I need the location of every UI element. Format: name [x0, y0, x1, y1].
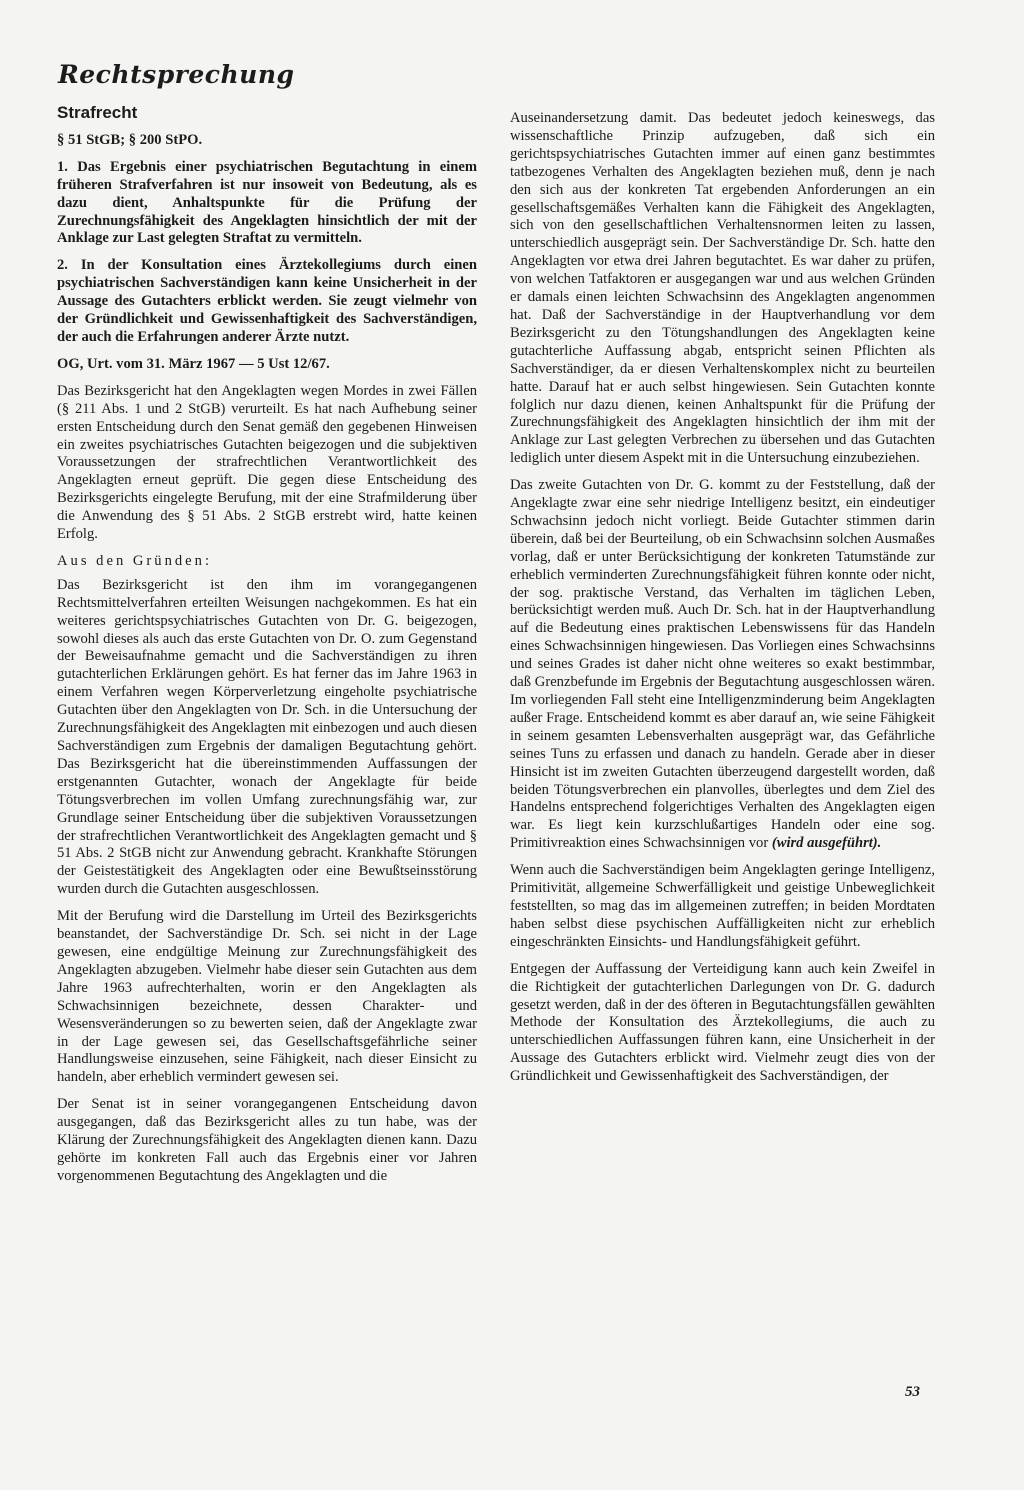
left-column — [57, 104, 477, 1195]
reasons-heading: Aus den Gründen: — [57, 552, 213, 569]
body-paragraph: Wenn auch die Sachverständigen beim Angeklagten geringe Intelligenz, Primitivität, allgemeine Schwerfälligkeit und geistige Unbeweglichkeit feststellten, so mag das im allgemeinen zutreffen; in beiden Mordtaten haben selbst diese psychischen Auffälligkeiten nicht zur erheblich eingeschränkten Einsichts- und Handlungsfähigkeit geführt. — [510, 862, 935, 950]
body-paragraph: Auseinandersetzung damit. Das bedeutet jedoch keineswegs, das wissenschaftliche Prinzip aufzugeben, daß sich ein gerichtspsychiatrisches Gutachten immer auf einen ganz bestimmtes tatbezogenes Verhalten des Angeklagten beziehen muß, denn je nach den sich aus der konkreten Tat ergebenden Anforderungen an ein gesellschaftsgemäßes Verhalten kann die Fähigkeit des Angeklagten, sich von den gesellschaftlichen Verhaltensnormen leiten zu lassen, unterschiedlich ausgeprägt sein. Der Sachverständige Dr. Sch. hatte den Angeklagten vor etwa drei Jahren begutachtet. Es war daher zu prüfen, von welchen Tatfaktoren er ausgegangen war und aus welchen Gründen er damals einen leichten Schwachsinn des Angeklagten angenommen hat. Daß der Sachverständige in der Hauptverhandlung vor dem Bezirksgericht zu den Tötungshandlungen des Angeklagten keine gutachterliche Auffassung abgab, entspricht seinen Pflichten als Sachverständiger, da er diesen Verhaltenskomplex nicht zu beurteilen hatte. Darauf hat er auch selbst hingewiesen. Sein Gutachten konnte folglich nur dazu dienen, keinen Anhaltspunkt für die Prüfung der Zurechnungsfähigkeit des Angeklagten hinsichtlich der ihm mit der Anklage zur Last gelegten Verbrechen zu übersehen und das Gutachten lediglich unter diesem Aspekt mit in die Untersuchung einzubeziehen. — [510, 110, 935, 467]
body-paragraph: Entgegen der Auffassung der Verteidigung kann auch kein Zweifel in die Richtigkeit der gutachterlichen Darlegungen von Dr. G. dadurch gesetzt werden, daß in der des öfteren in Begutachtungsfällen gewählten Methode der Konsultation des Ärztekollegiums, die auch zu unterschiedlichen Auffassungen führen kann, eine Unsicherheit in der Aussage des Gutachters erblickt wird. Vielmehr zeugt dies von der Gründlichkeit und Gewissenhaftigkeit des Sachverständigen, der — [510, 960, 935, 1085]
body-paragraph: Das Bezirksgericht ist den ihm im vorangegangenen Rechtsmittelverfahren erteilten Weisungen nachgekommen. Es hat ein weiteres gerichtspsychiatrisches Gutachten von Dr. G. beigezogen, sowohl dieses als auch das erste Gutachten von Dr. O. zum Gegenstand der Beweisaufnahme gemacht und die Sachverständigen zu ihren gutachterlichen Erklärungen gehört. Es hat ferner das im Jahre 1963 in einem Verfahren wegen Körperverletzung eingeholte psychiatrische Gutachten über den Angeklagten von Dr. Sch. in die Untersuchung der Zurechnungsfähigkeit des Angeklagten mit einbezogen und auch diesen Sachverständigen zum Ergebnis der damaligen Begutachtung gehört. Das Bezirksgericht hat die übereinstimmenden Auffassungen der erstgenannten Gutachter, wonach der Angeklagte für beide Tötungsverbrechen im vollen Umfang zurechnungsfähig war, zur Grundlage seiner Entscheidung über die subjektiven Voraussetzungen der strafrechtlichen Verantwortlichkeit des Angeklagten gemacht und § 51 Abs. 2 StGB nicht zur Anwendung gebracht. Krankhafte Störungen der Geistestätigkeit des Angeklagten oder eine Bewußtseinsstörung wurden durch die Gutachten ausgeschlossen. — [57, 576, 477, 898]
right-column — [510, 110, 935, 1095]
page-number: 53 — [905, 1384, 920, 1400]
omission-note: (wird ausgeführt). — [771, 835, 882, 852]
court-citation: OG, Urt. vom 31. März 1967 — 5 Ust 12/67. — [57, 355, 330, 372]
body-paragraph: Mit der Berufung wird die Darstellung im Urteil des Bezirksgerichts beanstandet, der Sachverständige Dr. Sch. sei nicht in der Lage gewesen, eine endgültige Meinung zur Zurechnungsfähigkeit des Angeklagten abzugeben. Vielmehr habe dieser sein Gutachten aus dem Jahre 1963 aufrechterhalten, worin er den Angeklagten als Schwachsinnigen bezeichnete, dessen Charakter- und Wesensveränderungen so zu bewerten seien, daß der Angeklagte zwar in der Lage gewesen sei, das Gesellschaftsgefährliche seiner Handlungsweise einzusehen, seine Fähigkeit, nach dieser Einsicht zu handeln, aber erheblich vermindert gewesen sei. — [57, 908, 477, 1086]
body-paragraph: Der Senat ist in seiner vorangegangenen Entscheidung davon ausgegangen, daß das Bezirksgericht alles zu tun habe, was der Klärung der Zurechnungsfähigkeit des Angeklagten dienen kann. Dazu gehörte im konkreten Fall auch das Ergebnis einer vor Jahren vorgenommenen Begutachtung des Angeklagten und die — [57, 1096, 477, 1184]
leitsatz-1: 1. Das Ergebnis einer psychiatrischen Begutachtung in einem früheren Strafverfahren ist nur insoweit von Bedeutung, als es dazu dient, Anhaltspunkte für die Prüfung der Zurechnungsfähigkeit des Angeklagten hinsichtlich der mit der Anklage zur Last gelegten Straftat zu vermitteln. — [57, 158, 477, 247]
paragraph-reference: § 51 StGB; § 200 StPO. — [57, 131, 203, 148]
leitsatz-2: 2. In der Konsultation eines Ärztekollegiums durch einen psychiatrischen Sachverständigen kann keine Unsicherheit in der Aussage des Gutachters erblickt werden. Sie zeugt vielmehr von der Gründlichkeit und Gewissenhaftigkeit des Sachverständigen, der auch die Erfahrungen anderer Ärzte nutzt. — [57, 257, 477, 345]
body-paragraph: Das Bezirksgericht hat den Angeklagten wegen Mordes in zwei Fällen (§ 211 Abs. 1 und 2 StGB) verurteilt. Es hat nach Aufhebung seiner ersten Entscheidung durch den Senat gemäß den gegebenen Hinweisen ein zweites psychiatrisches Gutachten beigezogen und die subjektiven Voraussetzungen der strafrechtlichen Verantwortlichkeit des Angeklagten erneut geprüft. Die gegen diese Entscheidung des Bezirksgerichts eingelegte Berufung, mit der eine Strafmilderung über die Anwendung des § 51 Abs. 2 StGB erstrebt wird, hatte keinen Erfolg. — [57, 382, 477, 543]
page-heading: Rechtsprechung — [58, 60, 295, 89]
body-text: Das zweite Gutachten von Dr. G. kommt zu der Feststellung, daß der Angeklagte zwar eine sehr niedrige Intelligenz besitzt, ein eindeutiger Schwachsinn jedoch nicht vorliegt. Beide Gutachter stimmen darin überein, daß bei der Beurteilung, ob ein Schwachsinn solchen Ausmaßes vorlag, daß er unter Berücksichtigung der konkreten Tatumstände zur erheblich verminderten Zurechnungsfähigkeit führen konnte oder nicht, der sog. praktische Verstand, das Verhalten im täglichen Leben, berücksichtigt werden muß. Auch Dr. Sch. hat in der Hauptverhandlung auf die Bedeutung eines praktischen Lebenswissens für das Handeln eines Schwachsinnigen hingewiesen. Das Vorliegen eines Schwachsinns und seines Grades ist daher nicht ohne weiteres so exakt bestimmbar, daß Grenzbefunde im Ergebnis der Begutachtung ausgeschlossen wären. Im vorliegenden Fall steht eine Intelligenzminderung beim Angeklagten außer Frage. Entscheidend kommt es aber darauf an, wie seine Fähigkeit in seinem gesamten Lebensverhalten ausgeprägt war, das Gefährliche seines Tuns zu erfassen und danach zu handeln. Gerade aber in dieser Hinsicht ist im zweiten Gutachten überzeugend dargestellt worden, daß beiden Tötungsverbrechen ein planvolles, überlegtes und dem Ziel des Handelns entsprechend folgerichtiges Verhalten des Angeklagten eigen war. Es liegt kein kurzschlußartiges Handeln oder eine sog. Primitivreaktion eines Schwachsinnigen vor — [510, 477, 935, 852]
section-title: Strafrecht — [57, 103, 138, 122]
body-paragraph — [510, 477, 935, 853]
